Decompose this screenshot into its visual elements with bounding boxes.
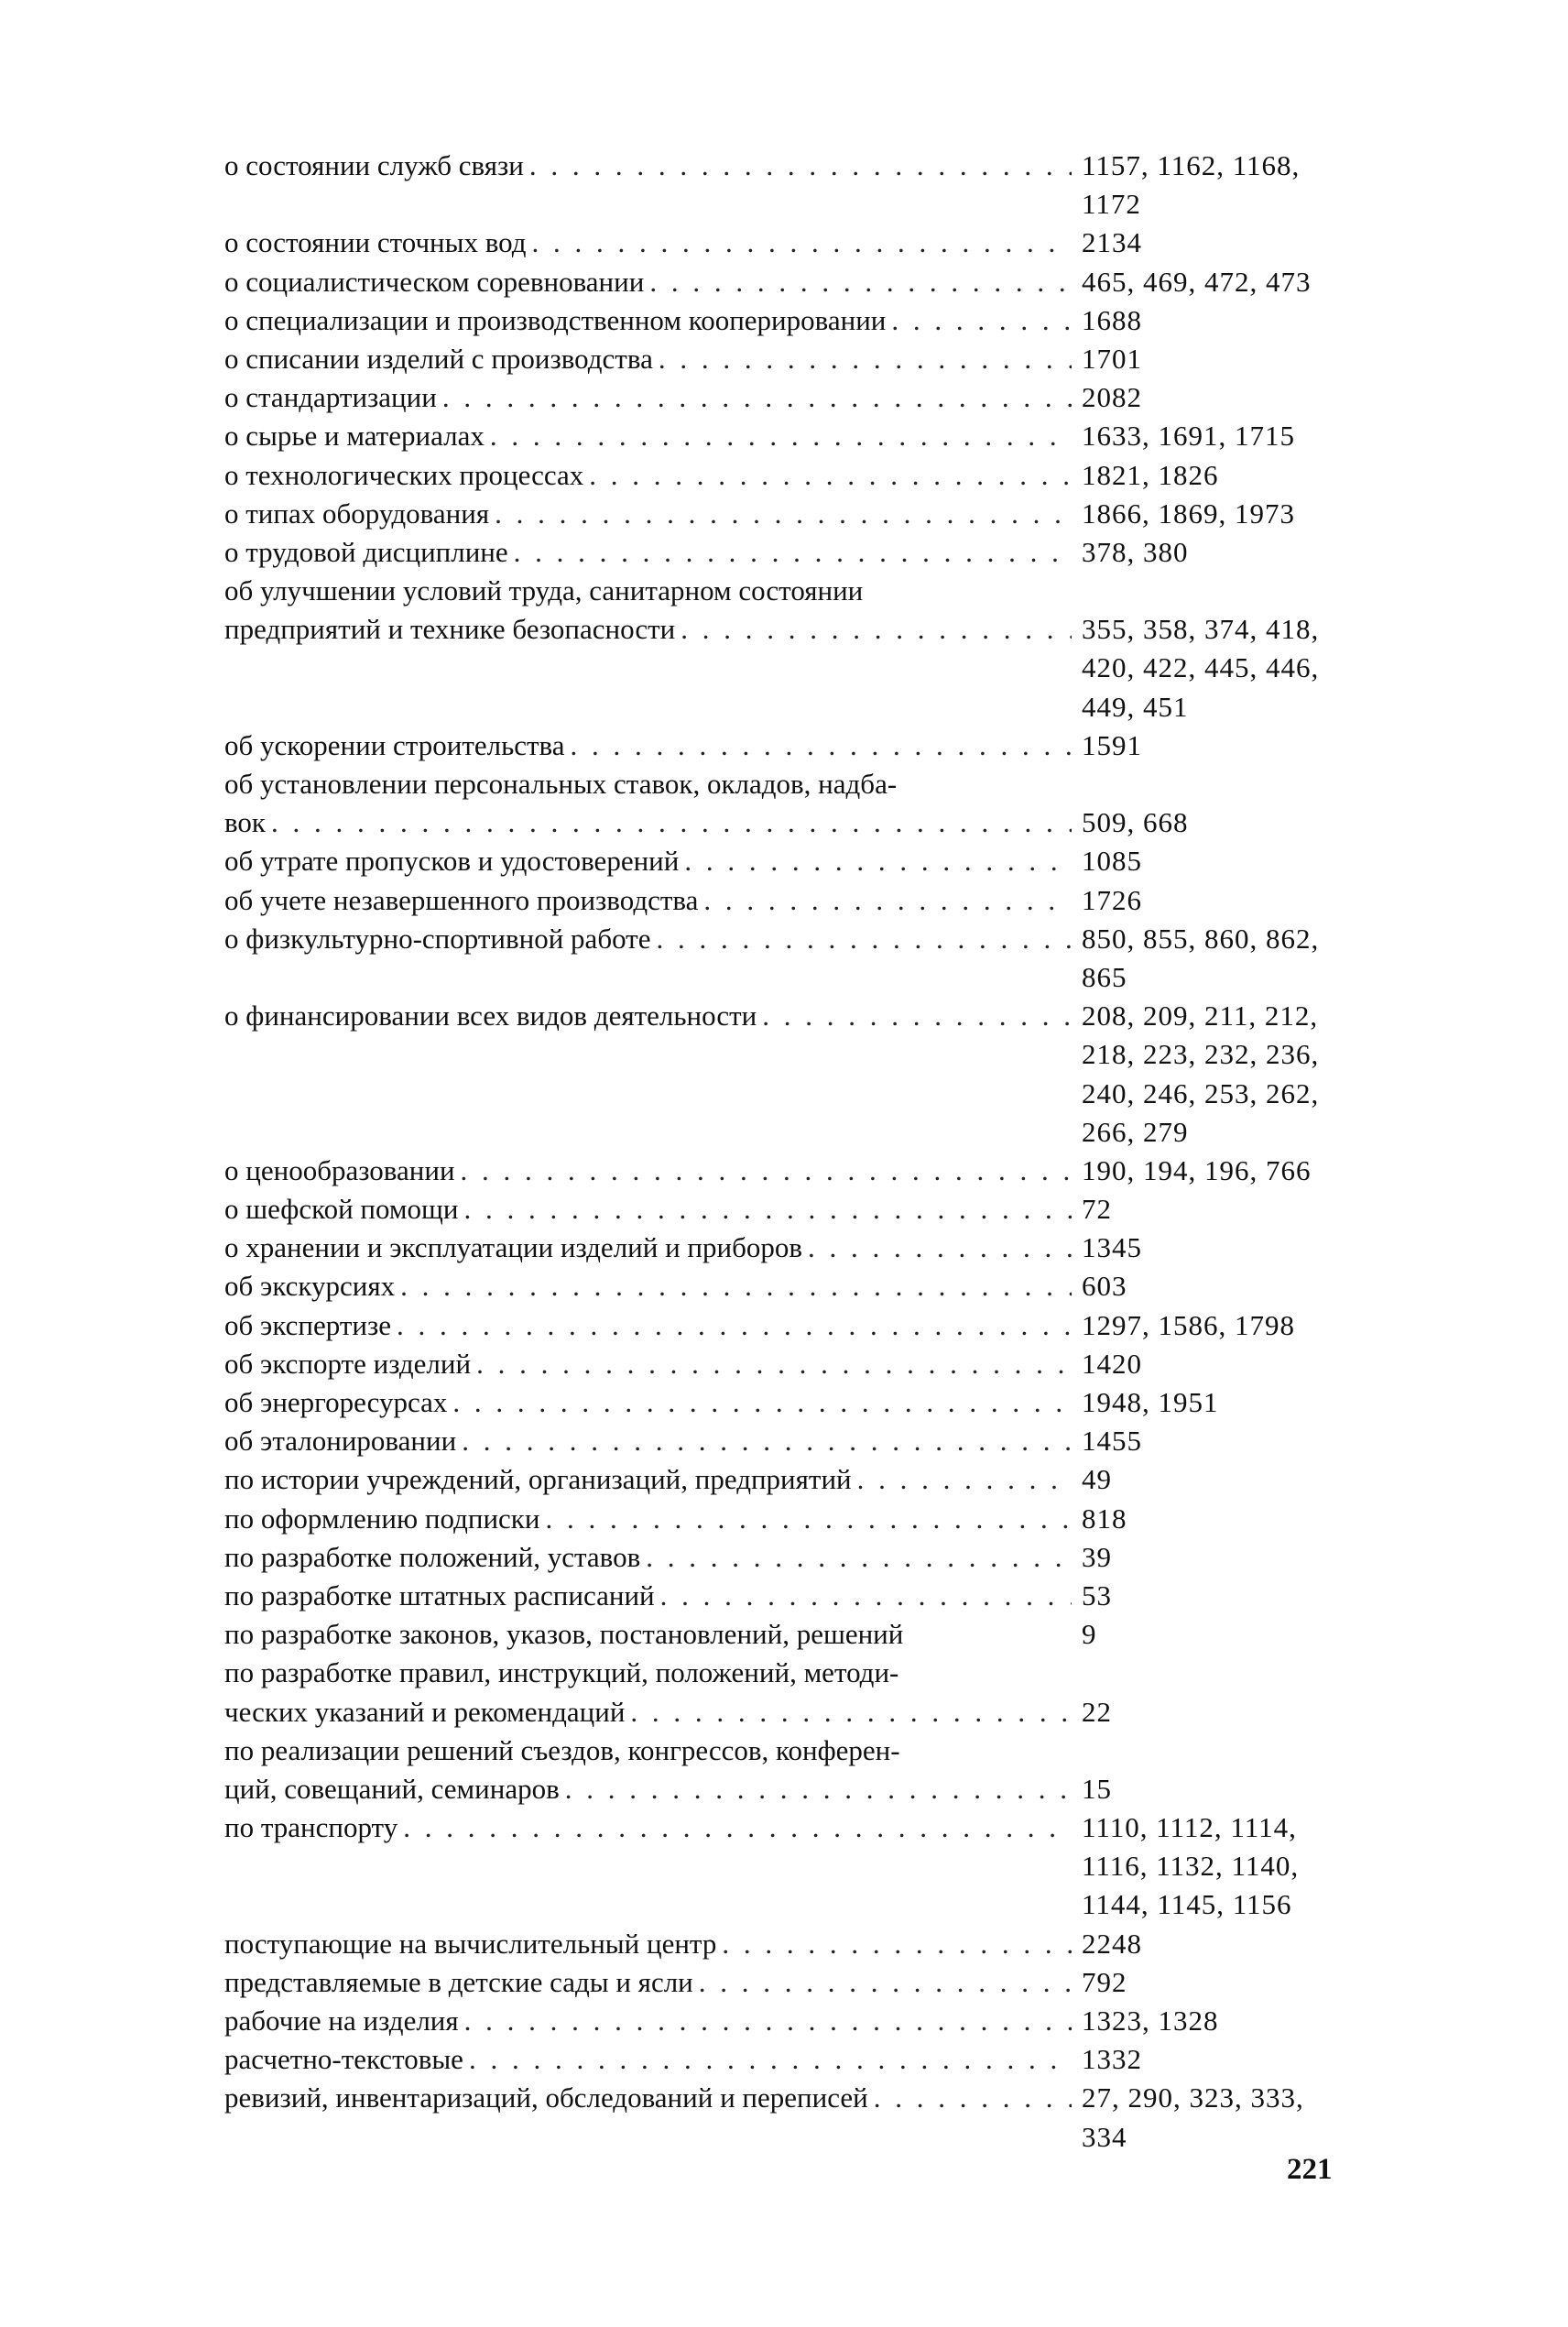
- index-term: предприятий и технике безопасности: [224, 613, 676, 646]
- index-term: об улучшении условий труда, санитарном состоянии: [224, 574, 864, 607]
- dot-leader: [649, 263, 1072, 301]
- index-entry: [224, 1460, 1072, 1499]
- index-line: [224, 1577, 1360, 1615]
- dot-leader: [891, 301, 1072, 340]
- index-term: о технологических процессах: [224, 458, 584, 491]
- dot-leader: [397, 1306, 1072, 1345]
- index-line: [224, 1808, 1360, 1847]
- index-entry: [224, 456, 1072, 495]
- index-term: об установлении персональных ставок, окладов, надба-: [224, 768, 898, 800]
- index-line: [224, 1422, 1360, 1460]
- index-entry: [224, 765, 1072, 803]
- index-entry: [224, 1538, 1072, 1577]
- index-entry: [224, 997, 1072, 1035]
- index-entry: [224, 417, 1072, 455]
- subject-index: [224, 147, 1360, 2157]
- page-references: 22: [1082, 1695, 1112, 1728]
- index-term: о ценообразовании: [224, 1153, 455, 1186]
- index-entry: [224, 727, 1072, 765]
- dot-leader: [442, 378, 1072, 417]
- index-line: [224, 1345, 1360, 1383]
- index-line: [224, 2118, 1360, 2157]
- page-references: 1866, 1869, 1973: [1082, 497, 1295, 530]
- index-line: [224, 1113, 1360, 1152]
- page-references: 1157, 1162, 1168,: [1082, 149, 1301, 181]
- dot-leader: [660, 1577, 1072, 1615]
- index-term: ревизий, инвентаризаций, обследований и переписей: [224, 2081, 868, 2114]
- index-term: о шефской помощи: [224, 1193, 459, 1226]
- page-number: 221: [1287, 2153, 1333, 2186]
- index-line: [224, 1190, 1360, 1229]
- dot-leader: [703, 881, 1072, 920]
- dot-leader: [452, 1383, 1072, 1422]
- page-references: 1085: [1082, 845, 1142, 878]
- page-references: 865: [1082, 960, 1127, 993]
- dot-leader: [565, 1770, 1072, 1808]
- dot-leader: [490, 417, 1072, 455]
- index-term: об экскурсиях: [224, 1270, 396, 1303]
- index-term: об ускорении строительства: [224, 728, 565, 761]
- page-references: 1297, 1586, 1798: [1082, 1308, 1295, 1341]
- page-references: 1591: [1082, 728, 1142, 761]
- index-term: о стандартизации: [224, 381, 437, 414]
- index-line: [224, 1460, 1360, 1499]
- index-entry: [224, 803, 1072, 842]
- index-term: о трудовой дисциплине: [224, 535, 508, 568]
- index-entry: [224, 842, 1072, 880]
- dot-leader: [476, 1345, 1072, 1383]
- dot-leader: [464, 2002, 1072, 2040]
- index-term: по разработке законов, указов, постановлений, решений: [224, 1618, 904, 1651]
- index-line: [224, 727, 1360, 765]
- index-term: расчетно-текстовые: [224, 2043, 463, 2076]
- index-line: [224, 649, 1360, 687]
- index-term: по разработке штатных расписаний: [224, 1579, 655, 1611]
- index-entry: [224, 1577, 1072, 1615]
- page-references: 240, 246, 253, 262,: [1082, 1076, 1320, 1109]
- index-line: [224, 1306, 1360, 1345]
- page-references: 603: [1082, 1270, 1127, 1303]
- index-line: [224, 1847, 1360, 1885]
- index-entry: [224, 1229, 1072, 1267]
- page-references: 509, 668: [1082, 806, 1189, 839]
- index-line: [224, 1538, 1360, 1577]
- index-term: вок: [224, 806, 266, 839]
- index-line: [224, 1383, 1360, 1422]
- dot-leader: [589, 456, 1072, 495]
- index-line: [224, 1885, 1360, 1924]
- page-references: 420, 422, 445, 446,: [1082, 651, 1320, 684]
- index-line: [224, 2002, 1360, 2040]
- index-term: рабочие на изделия: [224, 2005, 459, 2037]
- index-entry: [224, 1267, 1072, 1306]
- index-line: [224, 1229, 1360, 1267]
- index-term: об экспорте изделий: [224, 1347, 472, 1380]
- index-entry: [224, 2040, 1072, 2079]
- page-references: 27, 290, 323, 333,: [1082, 2081, 1304, 2114]
- dot-leader: [656, 920, 1072, 958]
- index-term: об энергоресурсах: [224, 1386, 448, 1418]
- index-term: по транспорту: [224, 1811, 398, 1844]
- page-references: 1332: [1082, 2043, 1142, 2076]
- index-entry: [224, 1654, 1072, 1692]
- index-entry: [224, 378, 1072, 417]
- page-references: 1633, 1691, 1715: [1082, 420, 1295, 453]
- index-entry: [224, 1345, 1072, 1383]
- index-entry: [224, 263, 1072, 301]
- page-references: 1688: [1082, 303, 1142, 336]
- index-entry: [224, 2079, 1072, 2117]
- index-entry: [224, 1693, 1072, 1732]
- index-entry: [224, 495, 1072, 533]
- dot-leader: [762, 997, 1072, 1035]
- index-entry: [224, 301, 1072, 340]
- index-line: [224, 1963, 1360, 2002]
- index-term: об эталонировании: [224, 1425, 457, 1458]
- dot-leader: [699, 1963, 1072, 2002]
- index-term: об экспертизе: [224, 1308, 391, 1341]
- page-references: 2134: [1082, 226, 1142, 259]
- page-references: 1172: [1082, 188, 1141, 221]
- dot-leader: [874, 2079, 1072, 2117]
- dot-leader: [461, 1152, 1072, 1190]
- dot-leader: [271, 803, 1072, 842]
- index-line: [224, 842, 1360, 880]
- index-line: [224, 1615, 1360, 1654]
- index-line: [224, 1500, 1360, 1538]
- index-entry: [224, 610, 1072, 649]
- page-references: 1110, 1112, 1114,: [1082, 1811, 1297, 1844]
- index-term: по реализации решений съездов, конгрессов, конферен-: [224, 1733, 900, 1766]
- page-references: 1420: [1082, 1347, 1142, 1380]
- index-entry: [224, 1500, 1072, 1538]
- index-entry: [224, 1925, 1072, 1963]
- dot-leader: [646, 1538, 1072, 1577]
- index-line: [224, 378, 1360, 417]
- dot-leader: [532, 224, 1072, 262]
- index-term: о состоянии сточных вод: [224, 226, 527, 259]
- dot-leader: [400, 1267, 1072, 1306]
- page-references: 1701: [1082, 342, 1142, 375]
- index-line: [224, 147, 1360, 185]
- page-references: 1144, 1145, 1156: [1082, 1888, 1292, 1921]
- index-line: [224, 1770, 1360, 1808]
- index-line: [224, 1732, 1360, 1770]
- dot-leader: [545, 1500, 1072, 1538]
- index-term: ций, совещаний, семинаров: [224, 1772, 560, 1805]
- index-line: [224, 340, 1360, 378]
- page-references: 9: [1082, 1618, 1097, 1651]
- dot-leader: [857, 1460, 1072, 1499]
- page-references: 355, 358, 374, 418,: [1082, 613, 1320, 646]
- index-entry: [224, 881, 1072, 920]
- dot-leader: [514, 533, 1072, 572]
- index-entry: [224, 224, 1072, 262]
- index-line: [224, 417, 1360, 455]
- index-term: о социалистическом соревновании: [224, 265, 645, 298]
- page-references: 2082: [1082, 381, 1142, 414]
- page-references: 1821, 1826: [1082, 458, 1219, 491]
- index-entry: [224, 1808, 1072, 1847]
- dot-leader: [630, 1693, 1072, 1732]
- index-line: [224, 572, 1360, 610]
- index-term: по истории учреждений, организаций, предприятий: [224, 1463, 852, 1496]
- page-references: 1948, 1951: [1082, 1386, 1219, 1418]
- index-term: о специализации и производственном кооперировании: [224, 303, 887, 336]
- index-term: о списании изделий с производства: [224, 342, 653, 375]
- index-line: [224, 456, 1360, 495]
- page-references: 53: [1082, 1579, 1112, 1611]
- index-line: [224, 803, 1360, 842]
- index-entry: [224, 1152, 1072, 1190]
- page-references: 818: [1082, 1502, 1127, 1535]
- index-entry: [224, 1732, 1072, 1770]
- page-references: 449, 451: [1082, 690, 1189, 723]
- index-term: об учете незавершенного производства: [224, 883, 699, 916]
- page-references: 1323, 1328: [1082, 2005, 1219, 2037]
- index-line: [224, 1035, 1360, 1074]
- dot-leader: [571, 727, 1072, 765]
- index-term: по разработке правил, инструкций, положений, методи-: [224, 1656, 899, 1689]
- page-references: 1345: [1082, 1231, 1142, 1264]
- dot-leader: [462, 1422, 1072, 1460]
- index-term: по разработке положений, уставов: [224, 1540, 641, 1573]
- index-line: [224, 1925, 1360, 1963]
- page-references: 465, 469, 472, 473: [1082, 265, 1312, 298]
- page-references: 378, 380: [1082, 535, 1189, 568]
- index-line: [224, 997, 1360, 1035]
- index-entry: [224, 147, 1072, 185]
- dot-leader: [684, 842, 1072, 880]
- index-entry: [224, 1963, 1072, 2002]
- index-line: [224, 185, 1360, 224]
- index-line: [224, 765, 1360, 803]
- index-line: [224, 1654, 1360, 1692]
- index-entry: [224, 1306, 1072, 1345]
- page-references: 1455: [1082, 1425, 1142, 1458]
- index-line: [224, 495, 1360, 533]
- page-references: 1726: [1082, 883, 1142, 916]
- index-entry: [224, 533, 1072, 572]
- page-references: 1116, 1132, 1140,: [1082, 1850, 1300, 1883]
- index-line: [224, 1075, 1360, 1113]
- index-line: [224, 1267, 1360, 1306]
- index-term: по оформлению подписки: [224, 1502, 540, 1535]
- dot-leader: [681, 610, 1072, 649]
- index-entry: [224, 1770, 1072, 1808]
- page-references: 266, 279: [1082, 1115, 1189, 1148]
- page-references: 218, 223, 232, 236,: [1082, 1038, 1320, 1071]
- page-references: 334: [1082, 2120, 1127, 2153]
- dot-leader: [529, 147, 1072, 185]
- index-line: [224, 1693, 1360, 1732]
- index-line: [224, 1152, 1360, 1190]
- index-line: [224, 2040, 1360, 2079]
- index-term: о хранении и эксплуатации изделий и приборов: [224, 1231, 803, 1264]
- page-references: 792: [1082, 1965, 1127, 1998]
- index-line: [224, 688, 1360, 727]
- index-line: [224, 263, 1360, 301]
- dot-leader: [469, 2040, 1072, 2079]
- index-line: [224, 301, 1360, 340]
- dot-leader: [464, 1190, 1072, 1229]
- index-entry: [224, 2002, 1072, 2040]
- dot-leader: [495, 495, 1072, 533]
- page-references: 72: [1082, 1193, 1112, 1226]
- index-term: о физкультурно-спортивной работе: [224, 922, 651, 955]
- index-entry: [224, 920, 1072, 958]
- page-references: 850, 855, 860, 862,: [1082, 922, 1320, 955]
- index-entry: [224, 1383, 1072, 1422]
- index-term: представляемые в детские сады и ясли: [224, 1965, 693, 1998]
- page-references: 39: [1082, 1540, 1112, 1573]
- index-entry: [224, 572, 1072, 610]
- index-term: поступающие на вычислительный центр: [224, 1927, 717, 1960]
- index-term: о состоянии служб связи: [224, 149, 524, 181]
- index-term: о типах оборудования: [224, 497, 490, 530]
- page-references: 49: [1082, 1463, 1112, 1496]
- page-references: 190, 194, 196, 766: [1082, 1153, 1312, 1186]
- index-line: [224, 958, 1360, 997]
- index-line: [224, 881, 1360, 920]
- index-term: о сырье и материалах: [224, 420, 485, 453]
- dot-leader: [659, 340, 1072, 378]
- index-line: [224, 2079, 1360, 2117]
- index-entry: [224, 340, 1072, 378]
- dot-leader: [403, 1808, 1072, 1847]
- index-entry: [224, 1615, 1072, 1654]
- dot-leader: [808, 1229, 1072, 1267]
- page-references: 2248: [1082, 1927, 1142, 1960]
- index-entry: [224, 1190, 1072, 1229]
- dot-leader: [722, 1925, 1072, 1963]
- index-term: об утрате пропусков и удостоверений: [224, 845, 680, 878]
- index-term: ческих указаний и рекомендаций: [224, 1695, 626, 1728]
- index-line: [224, 610, 1360, 649]
- index-line: [224, 920, 1360, 958]
- page-references: 15: [1082, 1772, 1112, 1805]
- page-references: 208, 209, 211, 212,: [1082, 1000, 1319, 1032]
- index-term: о финансировании всех видов деятельности: [224, 1000, 757, 1032]
- index-line: [224, 224, 1360, 262]
- index-line: [224, 533, 1360, 572]
- index-entry: [224, 1422, 1072, 1460]
